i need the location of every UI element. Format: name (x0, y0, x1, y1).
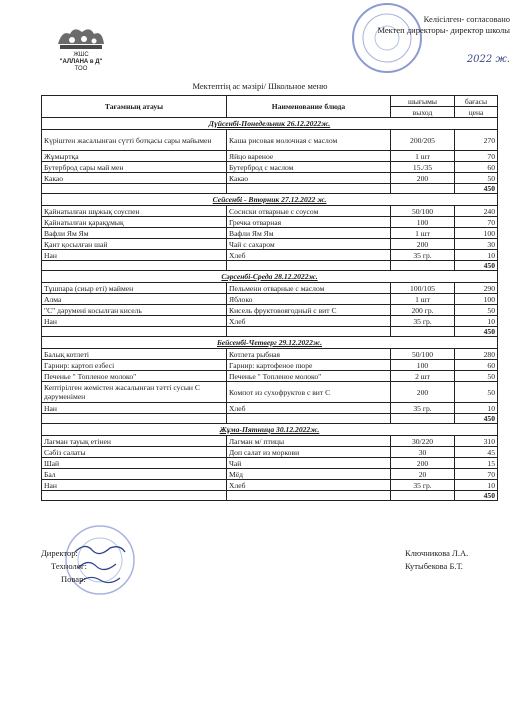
header-price-rus: цена (455, 107, 498, 118)
total-empty-cell (391, 184, 455, 194)
dish-price: 10 (455, 480, 498, 491)
day-total-row (42, 261, 498, 271)
logo-line-2: "АЛЛАНА в Д" (59, 59, 103, 65)
dish-output: 50/100 (391, 349, 455, 360)
day-header-row (42, 271, 498, 283)
dish-price: 50 (455, 371, 498, 382)
dish-price: 10 (455, 250, 498, 261)
menu-row (42, 283, 498, 294)
dish-price: 240 (455, 206, 498, 217)
total-empty-cell (391, 414, 455, 424)
signature-role: Технолог: (51, 561, 87, 571)
menu-row (42, 458, 498, 469)
table-header-row (42, 96, 498, 107)
dish-output: 30 (391, 447, 455, 458)
total-empty-cell (42, 184, 227, 194)
dish-name-rus: Сосиски отварные с соусом (227, 206, 391, 217)
page-title: Мектептің ас мәзірі/ Школьное меню (192, 81, 328, 91)
dish-name-kaz: Қайнатылған шұжық соуспен (42, 206, 227, 217)
day-title: Сәрсенбі-Среда 28.12.2022ж. (42, 271, 498, 283)
day-title: Жұма-Пятница 30.12.2022ж. (42, 424, 498, 436)
menu-row (42, 130, 498, 151)
signature-row-technologist (41, 561, 497, 574)
dish-name-rus: Мёд (227, 469, 391, 480)
dish-output: 20 (391, 469, 455, 480)
menu-table (41, 95, 498, 501)
dish-name-kaz: Какао (42, 173, 227, 184)
dish-price: 50 (455, 173, 498, 184)
dish-output: 2 шт (391, 371, 455, 382)
dish-price: 70 (455, 217, 498, 228)
dish-output: 100/105 (391, 283, 455, 294)
signatures-block (41, 548, 497, 587)
menu-row (42, 250, 498, 261)
menu-row (42, 305, 498, 316)
day-total-row (42, 491, 498, 501)
total-empty-cell (227, 327, 391, 337)
dish-name-rus: Доп салат из моркови (227, 447, 391, 458)
dish-output: 200 (391, 458, 455, 469)
dish-output: 35 гр. (391, 403, 455, 414)
dish-name-rus: Лагман м/ птицы (227, 436, 391, 447)
dish-name-rus: Бутерброд с маслом (227, 162, 391, 173)
dish-name-rus: Хлеб (227, 480, 391, 491)
menu-row (42, 360, 498, 371)
dish-name-kaz: Нан (42, 316, 227, 327)
dish-price: 280 (455, 349, 498, 360)
dish-output: 200 (391, 239, 455, 250)
header-output-kaz: шығымы (391, 96, 455, 107)
dish-output: 30/220 (391, 436, 455, 447)
total-empty-cell (42, 261, 227, 271)
dish-name-kaz: Кептірілген жемістен жасалынған тәтті сусын С дәруменімен (42, 382, 227, 403)
dish-output: 35 гр. (391, 480, 455, 491)
menu-row (42, 371, 498, 382)
total-empty-cell (227, 184, 391, 194)
dish-name-kaz: Нан (42, 250, 227, 261)
total-empty-cell (42, 491, 227, 501)
logo-line-1: ЖШС (73, 52, 89, 58)
dish-output: 1 шт (391, 228, 455, 239)
day-header-row (42, 194, 498, 206)
dish-name-rus: Хлеб (227, 250, 391, 261)
dish-price: 70 (455, 469, 498, 480)
dish-output: 1 шт (391, 294, 455, 305)
approval-block (360, 14, 510, 65)
signature-row-director (41, 548, 497, 561)
day-total-row (42, 184, 498, 194)
dish-name-kaz: Алма (42, 294, 227, 305)
dish-name-rus: Яйцо вареное (227, 151, 391, 162)
chef-logo-icon (54, 24, 108, 52)
dish-name-kaz: "С" дәрумені косылған кисель (42, 305, 227, 316)
dish-name-rus: Котлета рыбная (227, 349, 391, 360)
dish-price: 310 (455, 436, 498, 447)
menu-row (42, 206, 498, 217)
menu-row (42, 294, 498, 305)
menu-row (42, 228, 498, 239)
day-title: Бейсенбі-Четверг 29.12.2022ж. (42, 337, 498, 349)
day-total-row (42, 327, 498, 337)
header-kaz-name: Тағамның атауы (42, 96, 227, 118)
day-total: 450 (455, 327, 498, 337)
menu-row (42, 447, 498, 458)
dish-price: 15 (455, 458, 498, 469)
menu-row (42, 436, 498, 447)
menu-row (42, 382, 498, 403)
dish-name-kaz: Жұмыртқа (42, 151, 227, 162)
dish-name-kaz: Лағман тауық етінен (42, 436, 227, 447)
dish-output: 15./35 (391, 162, 455, 173)
dish-name-kaz: Гарнир: картоп езбесі (42, 360, 227, 371)
dish-name-kaz: Бал (42, 469, 227, 480)
dish-name-rus: Чай (227, 458, 391, 469)
dish-price: 270 (455, 130, 498, 151)
menu-row (42, 480, 498, 491)
day-header-row (42, 424, 498, 436)
header-price-kaz: бағасы (455, 96, 498, 107)
dish-name-kaz: Нан (42, 480, 227, 491)
menu-row (42, 173, 498, 184)
total-empty-cell (391, 327, 455, 337)
dish-name-rus: Яблоко (227, 294, 391, 305)
total-empty-cell (391, 261, 455, 271)
dish-output: 100 (391, 360, 455, 371)
dish-price: 100 (455, 294, 498, 305)
signature-role: Повар: (61, 574, 86, 584)
day-title: Дүйсенбі-Понедельник 26.12.2022ж. (42, 118, 498, 130)
dish-price: 60 (455, 162, 498, 173)
total-empty-cell (227, 414, 391, 424)
total-empty-cell (391, 491, 455, 501)
dish-name-kaz: Шай (42, 458, 227, 469)
signature-name: Ключникова Л.А. (405, 548, 469, 558)
approval-line-kaz: Келісілген- согласовано (423, 14, 510, 24)
dish-output: 100 (391, 217, 455, 228)
day-title: Сейсенбі - Вторник 27.12.2022 ж. (42, 194, 498, 206)
dish-name-kaz: Тұшпара (сиыр еті) маймен (42, 283, 227, 294)
approval-line-director: Мектеп директоры- директор школы (377, 25, 510, 35)
menu-row (42, 349, 498, 360)
dish-name-kaz: Балық котлеті (42, 349, 227, 360)
dish-price: 50 (455, 382, 498, 403)
menu-row (42, 469, 498, 480)
logo-line-3: ТОО (74, 66, 88, 72)
menu-row (42, 403, 498, 414)
dish-price: 10 (455, 403, 498, 414)
day-header-row (42, 337, 498, 349)
day-total: 450 (455, 184, 498, 194)
dish-price: 290 (455, 283, 498, 294)
dish-output: 200 (391, 173, 455, 184)
dish-price: 100 (455, 228, 498, 239)
menu-row (42, 316, 498, 327)
total-empty-cell (42, 414, 227, 424)
dish-name-rus: Компот из сухофруктов с вит С (227, 382, 391, 403)
dish-name-kaz: Печенье " Топленое молоко" (42, 371, 227, 382)
dish-name-rus: Кисель фруктовоягодный с вит С (227, 305, 391, 316)
dish-name-rus: Вафли Ям Ям (227, 228, 391, 239)
dish-name-kaz: Нан (42, 403, 227, 414)
day-total: 450 (455, 261, 498, 271)
dish-name-kaz: Бутерброд сары май мен (42, 162, 227, 173)
dish-output: 50/100 (391, 206, 455, 217)
header-rus-name: Наименование блюда (227, 96, 391, 118)
dish-name-rus: Гречка отварная (227, 217, 391, 228)
dish-output: 35 гр. (391, 250, 455, 261)
dish-name-rus: Чай с сахаром (227, 239, 391, 250)
day-header-row (42, 118, 498, 130)
menu-row (42, 217, 498, 228)
dish-name-rus: Хлеб (227, 403, 391, 414)
signature-row-cook (41, 574, 497, 587)
menu-row (42, 239, 498, 250)
dish-name-rus: Пельмени отварные с маслом (227, 283, 391, 294)
menu-row (42, 151, 498, 162)
total-empty-cell (227, 261, 391, 271)
header-output-rus: выход (391, 107, 455, 118)
company-logo (44, 24, 118, 73)
day-total: 450 (455, 491, 498, 501)
dish-price: 50 (455, 305, 498, 316)
total-empty-cell (227, 491, 391, 501)
dish-name-rus: Какао (227, 173, 391, 184)
approval-date: 2022 ж. (466, 54, 510, 65)
dish-name-rus: Гарнир: картофеное пюре (227, 360, 391, 371)
dish-name-kaz: Қант қосылған шай (42, 239, 227, 250)
dish-name-rus: Печенье " Топленое молоко" (227, 371, 391, 382)
dish-name-kaz: Күріштен жасалынған сүтті ботқасы сары майымен (42, 130, 227, 151)
signature-role: Директор: (41, 548, 78, 558)
dish-price: 30 (455, 239, 498, 250)
day-total-row (42, 414, 498, 424)
dish-output: 200 (391, 382, 455, 403)
dish-price: 70 (455, 151, 498, 162)
dish-output: 200 гр. (391, 305, 455, 316)
dish-output: 200/205 (391, 130, 455, 151)
dish-name-rus: Хлеб (227, 316, 391, 327)
dish-price: 45 (455, 447, 498, 458)
signature-name: Кутыбекова Б.Т. (405, 561, 463, 571)
dish-name-kaz: Вафли Ям Ям (42, 228, 227, 239)
dish-output: 35 гр. (391, 316, 455, 327)
dish-output: 1 шт (391, 151, 455, 162)
dish-price: 10 (455, 316, 498, 327)
total-empty-cell (42, 327, 227, 337)
dish-name-rus: Каша рисовая молочная с маслом (227, 130, 391, 151)
day-total: 450 (455, 414, 498, 424)
menu-row (42, 162, 498, 173)
dish-name-kaz: Сәбіз салаты (42, 447, 227, 458)
dish-price: 60 (455, 360, 498, 371)
dish-name-kaz: Қайнатылған қарақұмық (42, 217, 227, 228)
